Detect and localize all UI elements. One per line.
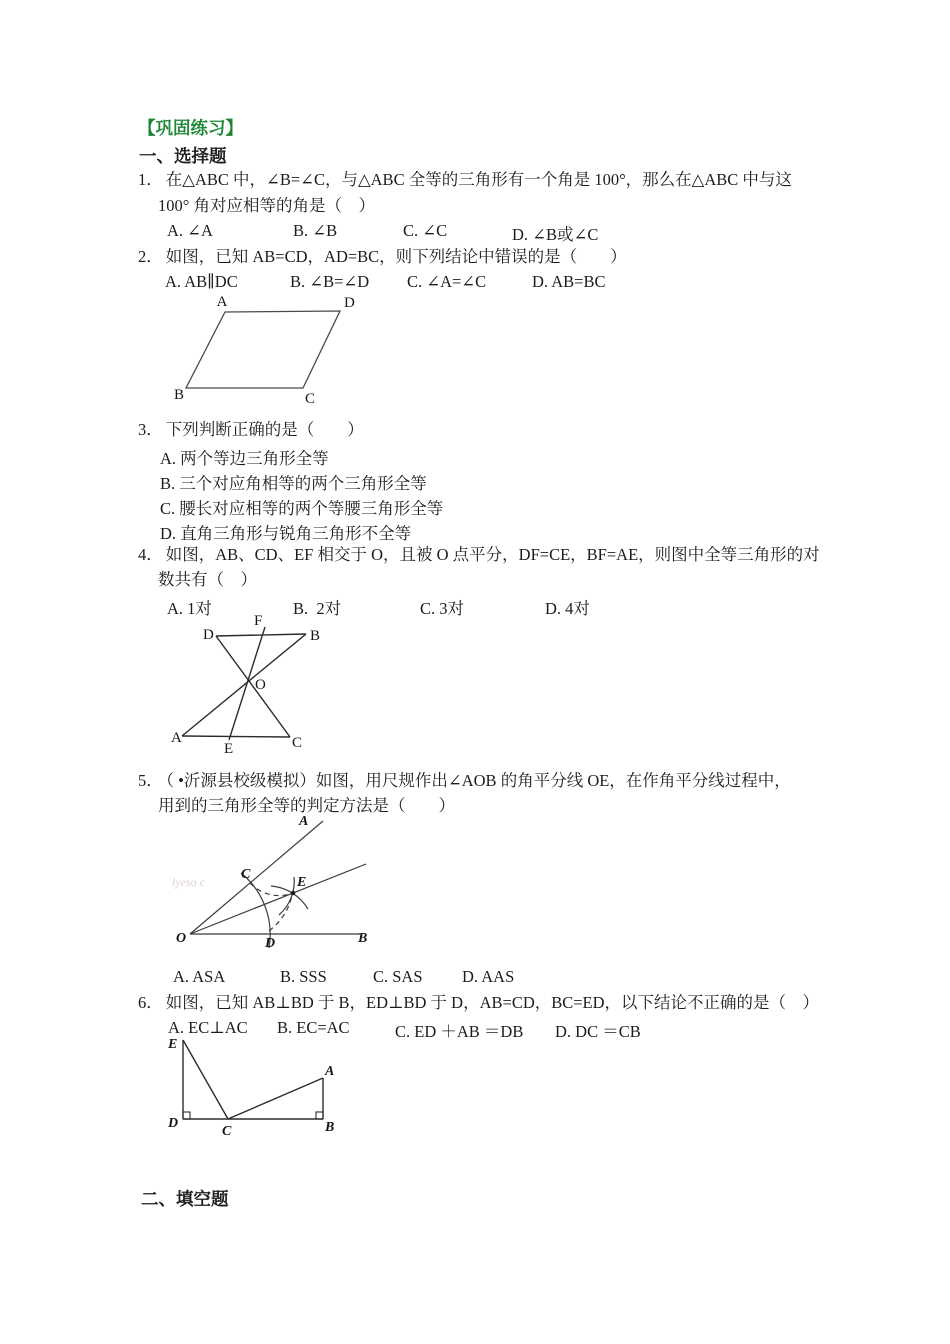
parallelogram-outline <box>186 311 340 388</box>
q2-option-b: B. ∠B=∠D <box>290 272 370 291</box>
q6-option-a: A. EC⊥AC <box>168 1018 248 1037</box>
right-angle-marks <box>183 1112 323 1119</box>
fig5-label-C: C <box>241 867 251 882</box>
q4-text-line2: 数共有（ ） <box>158 570 257 589</box>
fig2-label-A: A <box>216 294 228 310</box>
q6-option-d: D. DC ＝CB <box>555 1022 641 1041</box>
q3-option-b: B. 三个对应角相等的两个三角形全等 <box>160 474 427 493</box>
fig6-label-A: A <box>325 1064 335 1079</box>
figure-parallelogram-abcd <box>160 291 360 407</box>
q1-option-d: D. ∠B或∠C <box>512 225 599 244</box>
fig6-lines <box>183 1040 323 1119</box>
bowtie-lines <box>182 627 306 740</box>
q2-text-line1: 如图，已知 AB=CD，AD=BC，则下列结论中错误的是（ ） <box>165 247 627 266</box>
fig5-label-O: O <box>176 931 187 946</box>
q3-option-d: D. 直角三角形与锐角三角形不全等 <box>160 524 412 543</box>
q3-text-line1: 下列判断正确的是（ ） <box>165 420 364 439</box>
figure-angle-bisector-construction <box>170 808 375 953</box>
q2-number: 2． <box>138 247 163 266</box>
q2-option-c: C. ∠A=∠C <box>407 272 487 291</box>
fig4-label-E: E <box>224 741 234 757</box>
fig6-label-B: B <box>325 1120 335 1135</box>
bisector-rays <box>190 821 366 934</box>
q5-option-c: C. SAS <box>373 967 423 986</box>
q1-number: 1． <box>138 170 163 189</box>
q6-option-c: C. ED ＋AB ＝DB <box>395 1022 524 1041</box>
q1-option-b: B. ∠B <box>293 221 338 240</box>
q2-row <box>138 247 627 267</box>
fig4-label-A: A <box>171 730 182 746</box>
figure-bowtie-O <box>165 612 325 762</box>
fig2-label-B: B <box>174 387 185 403</box>
worksheet-title: 【巩固练习】 <box>138 118 243 138</box>
section-heading-fill: 二、填空题 <box>141 1189 229 1209</box>
q6-text-line1: 如图，已知 AB⊥BD 于 B，ED⊥BD 于 D，AB=CD，BC=ED，以下结论不正确的是（ ） <box>165 993 820 1012</box>
fig6-label-D: D <box>168 1116 179 1131</box>
q2-option-d: D. AB=BC <box>532 272 606 291</box>
fig4-label-B: B <box>310 628 321 644</box>
fig5-label-A: A <box>299 814 309 829</box>
q1-option-c: C. ∠C <box>403 221 448 240</box>
q1-text-line1: 在△ABC 中，∠B=∠C，与△ABC 全等的三角形有一个角是 100°，那么在△ABC 中与这 <box>165 170 792 189</box>
q4-text-line1: 如图，AB、CD、EF 相交于 O，且被 O 点平分，DF=CE，BF=AE，则图中全等三角形的对 <box>165 545 820 564</box>
q5-text-line1: （ •沂源县校级模拟）如图，用尺规作出∠AOB 的角平分线 OE，在作角平分线过程中， <box>165 771 791 790</box>
q4-option-a: A. 1对 <box>167 599 212 618</box>
q4-option-d: D. 4对 <box>545 599 590 618</box>
fig4-label-F: F <box>254 613 263 629</box>
fig5-label-D: D <box>265 936 276 951</box>
section-heading-choice: 一、选择题 <box>139 146 227 166</box>
q5-number: 5． <box>138 771 163 790</box>
fig4-label-D: D <box>203 627 214 643</box>
q1-text-line2: 100° 角对应相等的角是（ ） <box>158 196 375 215</box>
q3-option-a: A. 两个等边三角形全等 <box>160 449 329 468</box>
q4-option-c: C. 3对 <box>420 599 465 618</box>
q6-number: 6． <box>138 993 163 1012</box>
q6-row <box>138 993 819 1013</box>
q6-option-b: B. EC=AC <box>277 1018 350 1037</box>
q5-option-b: B. SSS <box>280 967 327 986</box>
q5-row <box>138 771 791 791</box>
fig2-label-D: D <box>344 295 355 311</box>
q3-option-c: C. 腰长对应相等的两个等腰三角形全等 <box>160 499 444 518</box>
watermark-text: lyeso c <box>172 875 205 889</box>
fig4-label-O: O <box>255 677 266 693</box>
fig6-label-C: C <box>222 1124 232 1139</box>
q1-row <box>138 170 792 190</box>
fig6-label-E: E <box>168 1037 178 1052</box>
figure-perpendiculars-bd <box>165 1034 343 1139</box>
q5-text-line2: 用到的三角形全等的判定方法是（ ） <box>158 796 455 815</box>
fig4-label-C: C <box>292 735 303 751</box>
q4-option-b: B. 2对 <box>293 599 342 618</box>
q4-number: 4． <box>138 545 163 564</box>
q1-option-a: A. ∠A <box>167 221 213 240</box>
q5-option-d: D. AAS <box>462 967 515 986</box>
fig2-label-C: C <box>305 391 316 407</box>
point-E-dot <box>291 891 296 896</box>
q2-option-a: A. AB∥DC <box>165 272 238 291</box>
q3-number: 3． <box>138 420 163 439</box>
fig5-label-E: E <box>297 875 307 890</box>
q4-row <box>138 545 820 565</box>
fig5-label-B: B <box>358 931 368 946</box>
q3-row <box>138 420 364 440</box>
q5-option-a: A. ASA <box>173 967 226 986</box>
